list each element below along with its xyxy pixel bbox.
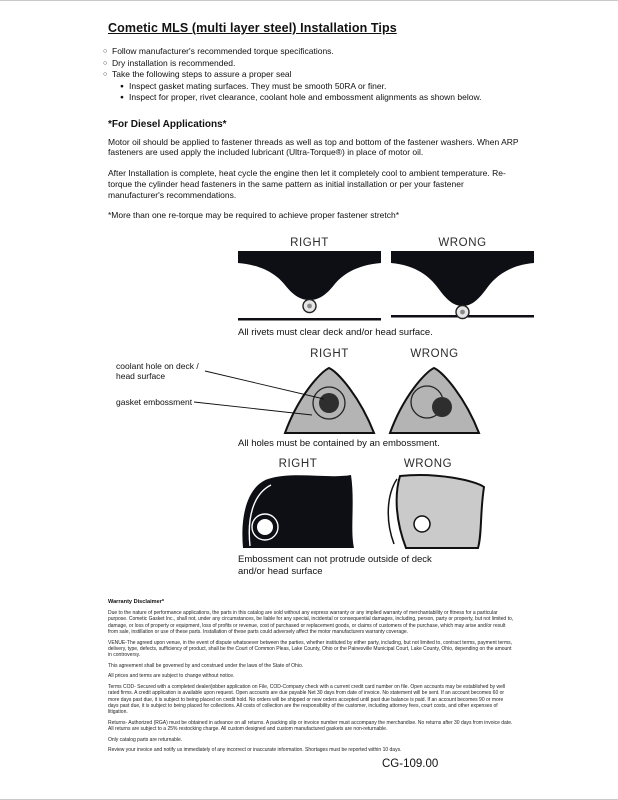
diesel-paragraph-1: Motor oil should be applied to fastener threads as well as top and bottom of the fastener washers. When ARP fasteners are used apply the included lubricant (Ultra-Torque®) in place of motor oil. (108, 136, 519, 158)
figure-caption: All holes must be contained by an embossment. (238, 437, 440, 449)
figure-right-column (282, 348, 377, 434)
filled-bullet-icon: ● (120, 94, 124, 101)
figure-rivet-clearance (108, 237, 522, 339)
tip-sub-item (120, 81, 522, 93)
warranty-paragraph: This agreement shall be governed by and construed under the laws of the State of Ohio. (108, 662, 304, 669)
wrong-label: WRONG (410, 347, 459, 360)
warranty-paragraph: Review your invoice and notify us immediately of any incorrect or inaccurate information. Shortages must be reported within 10 days. (108, 747, 402, 754)
diesel-applications-heading: *For Diesel Applications* (108, 118, 227, 130)
warranty-paragraph: Terms COD- Secured with a completed dealer/jobber application on File, COD-Company check with a current credit card number on file. Open accounts may be established by well rated firms. A credit application is available upon request. Open accounts are due payable Net 30 days from date of invoice. No statement will be sent. If an account becomes 60 or more days past due, it is subject to being placed on credit hold. No orders will be shipped or new orders accepted until past due balance is paid. If an account becomes 90 or more days past due, it is subject to being placed for collections. All costs of collection are the responsibility of the customer, including attorney fees, court costs, and other expenses of litigation. (108, 684, 506, 715)
wrong-label: WRONG (438, 237, 487, 250)
diagram-embossment-right-image (282, 362, 377, 434)
figure-hole-embossment (108, 348, 522, 450)
figure-wrong-column (368, 458, 488, 550)
filled-bullet-icon: ● (120, 82, 124, 90)
warranty-paragraph: Returns- Authorized (RGA) must be obtained in advance on all returns. A packing slip or invoice number must accompany the merchandise. No returns after 30 days from invoice date. All returns are subject to a 25% restocking charge. All custom designed and custom manufactured gaskets are non-returnable. (108, 719, 513, 732)
warranty-paragraph: Due to the nature of performance applications, the parts in this catalog are sold without any express warranty or any implied warranty of merchantability or fitness for a particular purpose. Cometic Gasket Inc., shall not, under any circumstances, be liable for any special, incidental or consequential damages, including, person, party or property, but not limited to, damage, or loss of property or equipment, loss of profits or revenue, cost of purchased or replacement goods, or claims of customers of the purchase, which may arise and/or result from sale, instillation or use of these parts. Installation of these parts could adversely affect the motor manufacturers warranty coverage. (108, 610, 514, 635)
warranty-heading: Warranty Disclaimer* (108, 599, 165, 606)
retorque-note: *More than one re-torque may be required to achieve proper fastener stretch* (108, 210, 400, 221)
diagram-rivet-right-image (238, 251, 381, 323)
warranty-paragraph: All prices and terms are subject to change without notice. (108, 673, 235, 680)
diagram-rivet-wrong-image (391, 251, 534, 323)
tips-list (103, 46, 522, 104)
figures-section (108, 237, 522, 577)
tip-text: Dry installation is recommended. (112, 57, 236, 68)
warranty-disclaimer-section (108, 599, 514, 753)
diagram-embossment-wrong-image (387, 362, 482, 434)
open-bullet-icon: ○ (103, 48, 108, 55)
right-label: RIGHT (278, 458, 318, 471)
page-code: CG-109.00 (382, 758, 439, 770)
diesel-paragraph-2: After Installation is complete, heat cycle the engine then let it completely cool to ambient temperature. Re-torque the cylinder head fasteners in the same pattern as initial installation or per your fastener manufacturer's recommendations. (108, 168, 506, 200)
tip-text: Inspect gasket mating surfaces. They must be smooth 50RA or finer. (129, 80, 387, 91)
open-bullet-icon: ○ (103, 59, 108, 67)
diagram-protrusion-wrong-image (368, 472, 488, 550)
tip-text: Inspect for proper, rivet clearance, coolant hole and embossment alignments as shown below. (129, 92, 482, 102)
callout-gasket-embossment: gasket embossment (116, 396, 193, 407)
figure-panels (238, 458, 522, 550)
tip-item (103, 58, 522, 70)
figure-embossment-protrusion (108, 458, 522, 577)
warranty-paragraph: Only catalog parts are returnable. (108, 736, 183, 743)
page-title: Cometic MLS (multi layer steel) Installation Tips (108, 21, 397, 35)
figure-wrong-column (391, 237, 534, 323)
wrong-label: WRONG (403, 458, 453, 471)
figure-right-column (238, 237, 381, 323)
figure-wrong-column (387, 348, 482, 434)
tip-sub-item (120, 92, 522, 104)
tip-item (103, 69, 522, 81)
figure-right-column (238, 458, 358, 550)
figure-caption: Embossment can not protrude outside of deck and/or head surface (238, 554, 432, 577)
figure-panels (282, 348, 522, 434)
tip-text: Follow manufacturer's recommended torque specifications. (112, 46, 334, 56)
callout-coolant-hole: coolant hole on deck / head surface (116, 360, 199, 381)
page-content (103, 21, 522, 758)
open-bullet-icon: ○ (103, 71, 108, 78)
figure-panels (238, 237, 522, 323)
tip-item (103, 46, 522, 58)
diagram-protrusion-right-image (238, 472, 358, 550)
tip-text: Take the following steps to assure a proper seal (112, 69, 292, 79)
right-label: RIGHT (290, 237, 329, 250)
figure-caption: All rivets must clear deck and/or head surface. (238, 327, 433, 339)
warranty-paragraph: VENUE-The agreed upon venue, in the event of dispute whatsoever between the parties, whether instituted by either party, including, but not limited to, contract terms, payment terms, delivery, type, defects, sufficiency of product, shall be the Court of Common Pleas, Lake County, Ohio or the Painesville Municipal Court, Lake County, Ohio, depending on the amount in controversy. (108, 639, 513, 658)
right-label: RIGHT (310, 347, 349, 360)
